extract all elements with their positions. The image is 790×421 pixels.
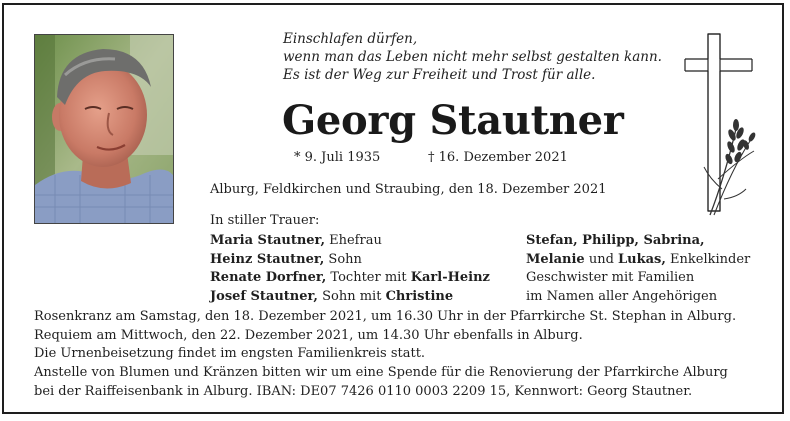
donation-information — [34, 364, 728, 401]
mourner-line: Geschwister mit Familien — [526, 270, 695, 285]
mourner-line: Stefan, Philipp, Sabrina, — [526, 233, 705, 248]
death-date: † 16. Dezember 2021 — [428, 150, 568, 165]
mourner-line: Heinz Stautner, Sohn — [210, 251, 362, 267]
obituary-notice — [2, 3, 784, 414]
donation-line: bei der Raiffeisenbank in Alburg. IBAN: DE07 7426 0110 0003 2209 15, Kennwort: Georg Stautner. — [34, 383, 693, 399]
mourners-right-column — [526, 232, 750, 306]
motto-quote — [283, 30, 662, 84]
service-line: Requiem am Mittwoch, den 22. Dezember 2021, um 14.30 Uhr ebenfalls in Alburg. — [34, 327, 583, 343]
mourner-line: Renate Dorfner, Tochter mit Karl-Heinz — [210, 270, 490, 285]
deceased-name: Georg Stautner — [282, 97, 624, 144]
portrait-photo — [34, 34, 174, 224]
mourners-left-column — [210, 232, 490, 306]
service-information — [34, 308, 736, 364]
mourner-line: Melanie und Lukas, Enkelkinder — [526, 251, 751, 267]
cross-with-wheat-icon — [680, 29, 760, 223]
service-line: Die Urnenbeisetzung findet im engsten Familienkreis statt. — [34, 346, 426, 361]
donation-line: Anstelle von Blumen und Kränzen bitten wir um eine Spende für die Renovierung der Pfarrkirche Alburg — [34, 365, 728, 380]
motto-line: wenn man das Leben nicht mehr selbst gestalten kann. — [283, 49, 662, 65]
mourners-heading: In stiller Trauer: — [210, 213, 320, 228]
birth-date: * 9. Juli 1935 — [294, 150, 381, 165]
motto-line: Einschlafen dürfen, — [283, 31, 418, 47]
service-line: Rosenkranz am Samstag, den 18. Dezember 2021, um 16.30 Uhr in der Pfarrkirche St. Stephan in Alburg. — [34, 309, 737, 324]
mourner-line: im Namen aller Angehörigen — [526, 288, 718, 304]
mourner-line: Josef Stautner, Sohn mit Christine — [210, 288, 454, 304]
motto-line: Es ist der Weg zur Freiheit und Trost für alle. — [283, 67, 596, 83]
mourner-line: Maria Stautner, Ehefrau — [210, 233, 382, 248]
place-and-date: Alburg, Feldkirchen und Straubing, den 18. Dezember 2021 — [210, 182, 607, 197]
